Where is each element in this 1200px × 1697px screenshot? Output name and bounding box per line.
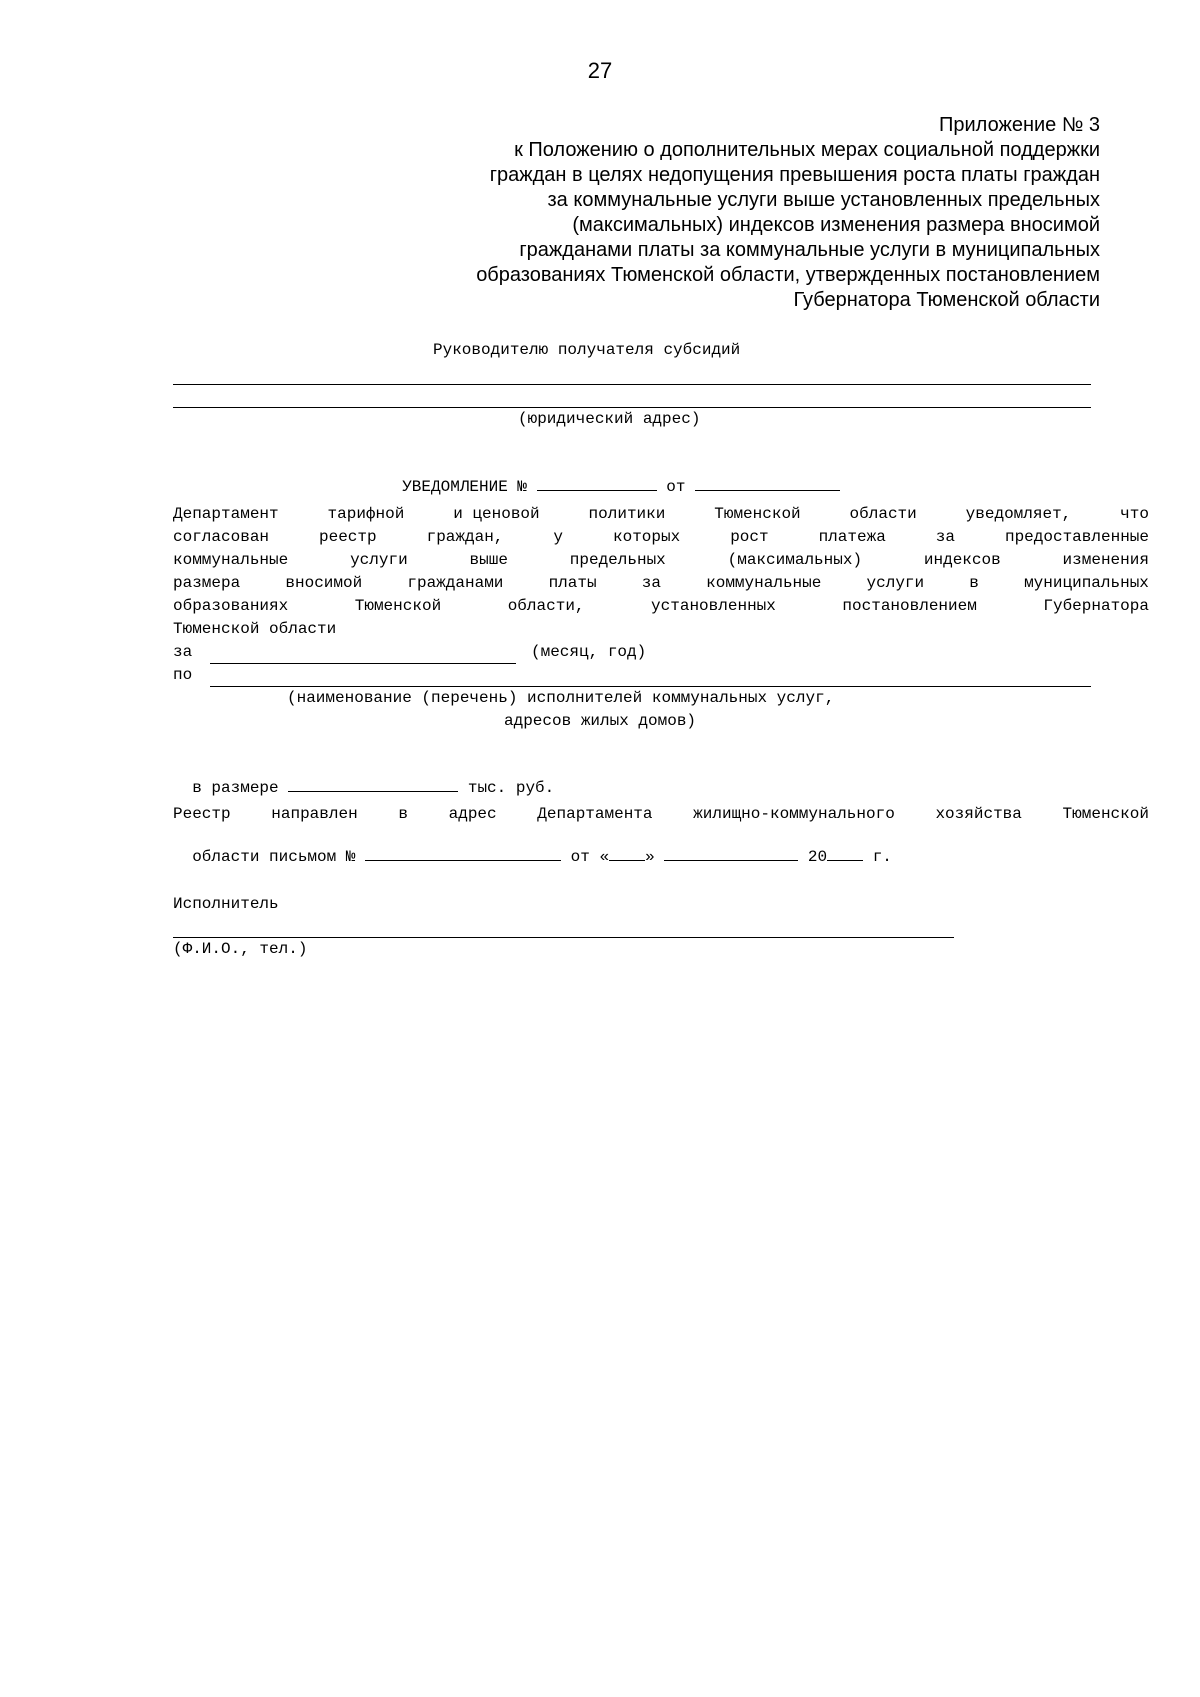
word: за xyxy=(641,574,661,592)
amount-unit: тыс. руб. xyxy=(467,779,555,797)
appendix-line: (максимальных) индексов изменения размера вносимой xyxy=(572,214,1100,236)
word: хозяйства xyxy=(935,805,1022,823)
word: которых xyxy=(612,528,681,546)
word: области, xyxy=(507,597,585,615)
word: выше xyxy=(469,551,508,569)
body-line-1 xyxy=(173,505,1149,523)
word: области xyxy=(849,505,917,523)
appendix-line: Губернатора Тюменской области xyxy=(793,289,1100,311)
addressee-line-1[interactable] xyxy=(173,384,1091,385)
fio-caption: (Ф.И.О., тел.) xyxy=(173,940,308,958)
appendix-line: за коммунальные услуги выше установленных предельных xyxy=(547,189,1100,211)
letter-number-field[interactable] xyxy=(365,846,561,861)
appendix-line: Приложение № 3 xyxy=(939,114,1100,136)
notice-label: УВЕДОМЛЕНИЕ № xyxy=(402,478,528,496)
word: Тюменской xyxy=(1062,805,1149,823)
word: Тюменской xyxy=(354,597,442,615)
body-line-5 xyxy=(173,597,1149,615)
word: адрес xyxy=(448,805,497,823)
word: предоставленные xyxy=(1004,528,1149,546)
registry-year-prefix: 20 xyxy=(807,848,828,866)
word: за xyxy=(935,528,955,546)
letter-year-field[interactable] xyxy=(827,846,863,861)
word: Губернатора xyxy=(1043,597,1149,615)
word: жилищно-коммунального xyxy=(693,805,895,823)
word: Реестр xyxy=(173,805,231,823)
word: у xyxy=(553,528,563,546)
appendix-line: к Положению о дополнительных мерах социальной поддержки xyxy=(514,139,1100,161)
word: образованиях xyxy=(173,597,289,615)
word: согласован xyxy=(173,528,270,546)
letter-day-field[interactable] xyxy=(609,846,645,861)
word: рост xyxy=(730,528,769,546)
month-year-field[interactable] xyxy=(210,663,516,664)
addressee-title: Руководителю получателя субсидий xyxy=(433,341,741,359)
word: в xyxy=(398,805,408,823)
registry-line-1 xyxy=(173,805,1149,823)
notice-heading xyxy=(383,458,840,496)
registry-line-2 xyxy=(173,828,892,866)
amount-label: в размере xyxy=(192,779,279,797)
executors-caption-2: адресов жилых домов) xyxy=(504,712,697,730)
word: Департамента xyxy=(537,805,653,823)
body-line-4 xyxy=(173,574,1149,592)
word: тарифной xyxy=(327,505,405,523)
letter-month-field[interactable] xyxy=(664,846,798,861)
word: коммунальные xyxy=(173,551,289,569)
word: услуги xyxy=(866,574,925,592)
appendix-line: гражданами платы за коммунальные услуги в муниципальных xyxy=(519,239,1100,261)
word: граждан, xyxy=(426,528,504,546)
amount-row xyxy=(173,759,554,797)
registry-close-quote: » xyxy=(645,848,655,866)
amount-field[interactable] xyxy=(288,777,458,792)
for-label: за xyxy=(173,643,193,661)
registry-year-suffix: г. xyxy=(872,848,892,866)
word: Тюменской xyxy=(714,505,801,523)
executors-field[interactable] xyxy=(210,686,1091,687)
word: в xyxy=(969,574,979,592)
word: реестр xyxy=(319,528,377,546)
word: уведомляет, xyxy=(965,505,1072,523)
appendix-header xyxy=(476,113,1100,313)
word: размера xyxy=(173,574,241,592)
word: гражданами xyxy=(407,574,504,592)
word: платежа xyxy=(818,528,886,546)
appendix-line: граждан в целях недопущения превышения роста платы граждан xyxy=(489,164,1100,186)
by-label: по xyxy=(173,666,193,684)
word: направлен xyxy=(271,805,358,823)
executor-field[interactable] xyxy=(173,937,954,938)
word: муниципальных xyxy=(1024,574,1149,592)
word: Департамент xyxy=(173,505,279,523)
word: коммунальные xyxy=(706,574,822,592)
word: постановлением xyxy=(842,597,977,615)
notice-from-label: от xyxy=(666,478,686,496)
word: и ценовой xyxy=(453,505,540,523)
body-line-2 xyxy=(173,528,1149,546)
month-year-caption: (месяц, год) xyxy=(531,643,647,661)
word: политики xyxy=(588,505,666,523)
registry-from-label: от « xyxy=(570,848,610,866)
address-caption: (юридический адрес) xyxy=(518,410,701,428)
notice-date-field[interactable] xyxy=(695,476,840,491)
word: услуги xyxy=(350,551,408,569)
word: установленных xyxy=(651,597,776,615)
body-line-6: Тюменской области xyxy=(173,620,337,638)
word: платы xyxy=(548,574,597,592)
word: что xyxy=(1120,505,1149,523)
notice-number-field[interactable] xyxy=(537,476,657,491)
word: изменения xyxy=(1062,551,1149,569)
page-number: 27 xyxy=(587,58,613,83)
word: вносимой xyxy=(285,574,363,592)
executor-label: Исполнитель xyxy=(173,895,279,913)
word: индексов xyxy=(923,551,1001,569)
registry-letter-label: области письмом № xyxy=(192,848,356,866)
appendix-line: образованиях Тюменской области, утвержденных постановлением xyxy=(476,264,1100,286)
executors-caption-1: (наименование (перечень) исполнителей коммунальных услуг, xyxy=(287,689,835,707)
word: предельных xyxy=(569,551,666,569)
body-line-3 xyxy=(173,551,1149,569)
word: (максимальных) xyxy=(727,551,863,569)
addressee-line-2[interactable] xyxy=(173,407,1091,408)
